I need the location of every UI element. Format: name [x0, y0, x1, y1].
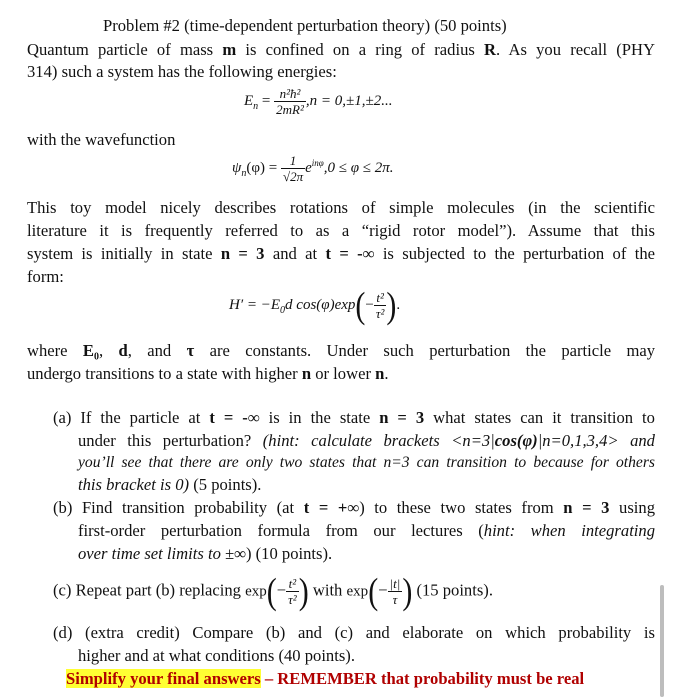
part-b-text: first-order perturbation formula from our lectures ( — [78, 521, 484, 540]
part-b-state: n = 3 — [563, 498, 610, 517]
para2-line-4: form: — [27, 267, 64, 286]
perturbation-numerator: t² — [374, 290, 387, 306]
highlighted-note: Simplify your final answers — [66, 669, 261, 688]
part-a-hint: (hint: calculate brackets <n=3| — [262, 431, 495, 450]
part-a-hint: this bracket is 0) — [78, 475, 190, 494]
para2-line-1: This toy model nicely describes rotations of simple molecules (in the scientific — [27, 198, 655, 217]
part-b-time: t = +∞ — [303, 498, 360, 517]
problem-title: Problem #2 (time-dependent perturbation theory) (50 points) — [103, 16, 507, 35]
wf-denominator: √2π — [282, 169, 304, 184]
n-higher: n — [301, 364, 312, 383]
part-a-state: n = 3 — [379, 408, 425, 427]
part-b-text: (b) Find transition probability (at — [53, 498, 304, 517]
intro-line-2: 314) such a system has the following energies: — [27, 62, 337, 81]
part-c-num2: |t| — [389, 576, 401, 591]
part-a-text: under this perturbation? — [78, 431, 263, 450]
para3-text: undergo transitions to a state with higher — [27, 364, 302, 383]
part-c-exp2: exp — [346, 583, 369, 600]
part-a-line-3: you’ll see that there are only two states that n=3 can transition to because for others — [78, 454, 655, 471]
energy-equation: $E_n$ = $\frac{\text{n²ħ²}}{\text{2mR²}}$ ,n = 0,±1,±2... — [244, 86, 393, 117]
final-note — [66, 669, 584, 689]
part-c-den2: τ — [392, 592, 398, 607]
part-a-text: what states can it transition to — [424, 408, 655, 427]
psi-argument: (φ) = — [246, 159, 278, 176]
para2-text: is subjected to the perturbation of the — [374, 244, 655, 263]
para3-text: where — [27, 341, 83, 360]
energy-subscript: n — [253, 100, 259, 112]
part-b-hint: hint: when integrating — [483, 521, 656, 540]
perturbation-lhs: H′ = −E — [229, 296, 281, 313]
n-lower: n — [375, 364, 385, 383]
intro-text: is confined on a ring of radius — [236, 40, 485, 59]
perturbation-fraction — [374, 290, 387, 321]
energy-quantum-numbers: ,n = 0,±1,±2... — [305, 92, 393, 109]
part-a-time: t = -∞ — [209, 408, 260, 427]
part-b-hint: over time set limits to ±∞ — [78, 544, 246, 563]
energy-symbol: E — [244, 92, 254, 109]
part-b-points: ) (10 points). — [245, 544, 333, 563]
wf-domain: ,0 ≤ φ ≤ 2π. — [323, 159, 394, 176]
para3-line-1 — [27, 341, 655, 361]
perturbation-subscript: 0 — [280, 304, 286, 316]
part-d-line-1: (d) (extra credit) Compare (b) and (c) and elaborate on which probability is — [53, 623, 655, 642]
energy-numerator: n²ħ² — [274, 86, 306, 102]
wavefunction-intro: with the wavefunction — [27, 130, 176, 149]
part-c-fraction-2 — [388, 576, 403, 607]
para3-text: , and — [127, 341, 187, 360]
wf-numerator: 1 — [281, 153, 305, 169]
part-a-text: (a) If the particle at — [53, 408, 210, 427]
part-c-fraction-1 — [286, 576, 299, 607]
part-a-line-2 — [78, 431, 655, 451]
part-c-text: with — [308, 580, 347, 600]
para3-text: , — [98, 341, 119, 360]
scrollbar-thumb[interactable] — [660, 585, 664, 697]
e0-constant: E₀ — [82, 341, 99, 360]
part-a-hint-cos: cos(φ) — [494, 431, 538, 450]
para2-text: and at — [264, 244, 326, 263]
para3-text: are constants. Under such perturbation the particle may — [194, 341, 656, 360]
perturbation-equation: $H' = -E_0d$ cos(φ)exp(− $\frac{\text{t²}}{\text{τ²}}$ ). — [229, 284, 401, 326]
part-b-line-2 — [78, 521, 655, 541]
part-a-hint: |n=0,1,3,4> and — [537, 431, 655, 450]
para3-line-2 — [27, 364, 389, 384]
part-b-text: ) to these two states from — [359, 498, 564, 517]
intro-text: Quantum particle of mass — [27, 40, 223, 59]
part-c-line: (c) Repeat part (b) replacing exp(− $\frac{\text{t²}}{\text{τ²}}$ ) with exp(− $\frac{|t|}{\tau}$ ) (15 points). — [53, 570, 493, 612]
para3-text: or lower — [311, 364, 376, 383]
initial-state: n = 3 — [220, 244, 265, 263]
initial-time: t = -∞ — [325, 244, 375, 263]
part-c-den1: τ² — [288, 592, 297, 607]
d-constant: d — [118, 341, 128, 360]
part-c-text: (c) Repeat part (b) replacing — [53, 580, 246, 600]
part-a-text: is in the state — [259, 408, 380, 427]
part-c-points: (15 points). — [412, 580, 493, 600]
probability-note: – REMEMBER that probability must be real — [260, 669, 585, 688]
part-a-line-1 — [53, 408, 655, 428]
exp-exponent: inφ — [311, 157, 324, 168]
part-b-line-1 — [53, 498, 655, 518]
part-c-exp1: exp — [245, 583, 267, 600]
part-b-text: using — [609, 498, 656, 517]
perturbation-denominator: τ² — [375, 306, 385, 321]
intro-text: . As you recall (PHY — [496, 40, 655, 59]
para2-line-2: literature it is frequently referred to as a “rigid rotor model”). Assume that this — [27, 221, 655, 240]
radius-symbol: R — [484, 40, 497, 59]
mass-symbol: m — [222, 40, 237, 59]
part-a-line-4 — [78, 475, 261, 495]
perturbation-mid: d cos(φ)exp — [285, 296, 356, 313]
para2-text: system is initially in state — [27, 244, 221, 263]
part-d-line-2: higher and at what conditions (40 points). — [78, 646, 355, 665]
energy-fraction — [274, 86, 306, 117]
wavefunction-equation — [232, 153, 394, 184]
psi-subscript: n — [241, 167, 247, 179]
intro-line-1 — [27, 40, 655, 60]
psi-symbol: ψ — [232, 159, 242, 176]
tau-constant: τ — [186, 341, 195, 360]
wf-fraction — [281, 153, 305, 184]
exp-base: e — [305, 159, 312, 176]
para3-text: . — [384, 364, 389, 383]
energy-denominator: 2mR² — [276, 102, 304, 117]
part-c-num1: t² — [286, 576, 299, 592]
para2-line-3 — [27, 244, 655, 264]
part-b-line-3 — [78, 544, 332, 564]
part-a-points: (5 points). — [189, 475, 262, 494]
